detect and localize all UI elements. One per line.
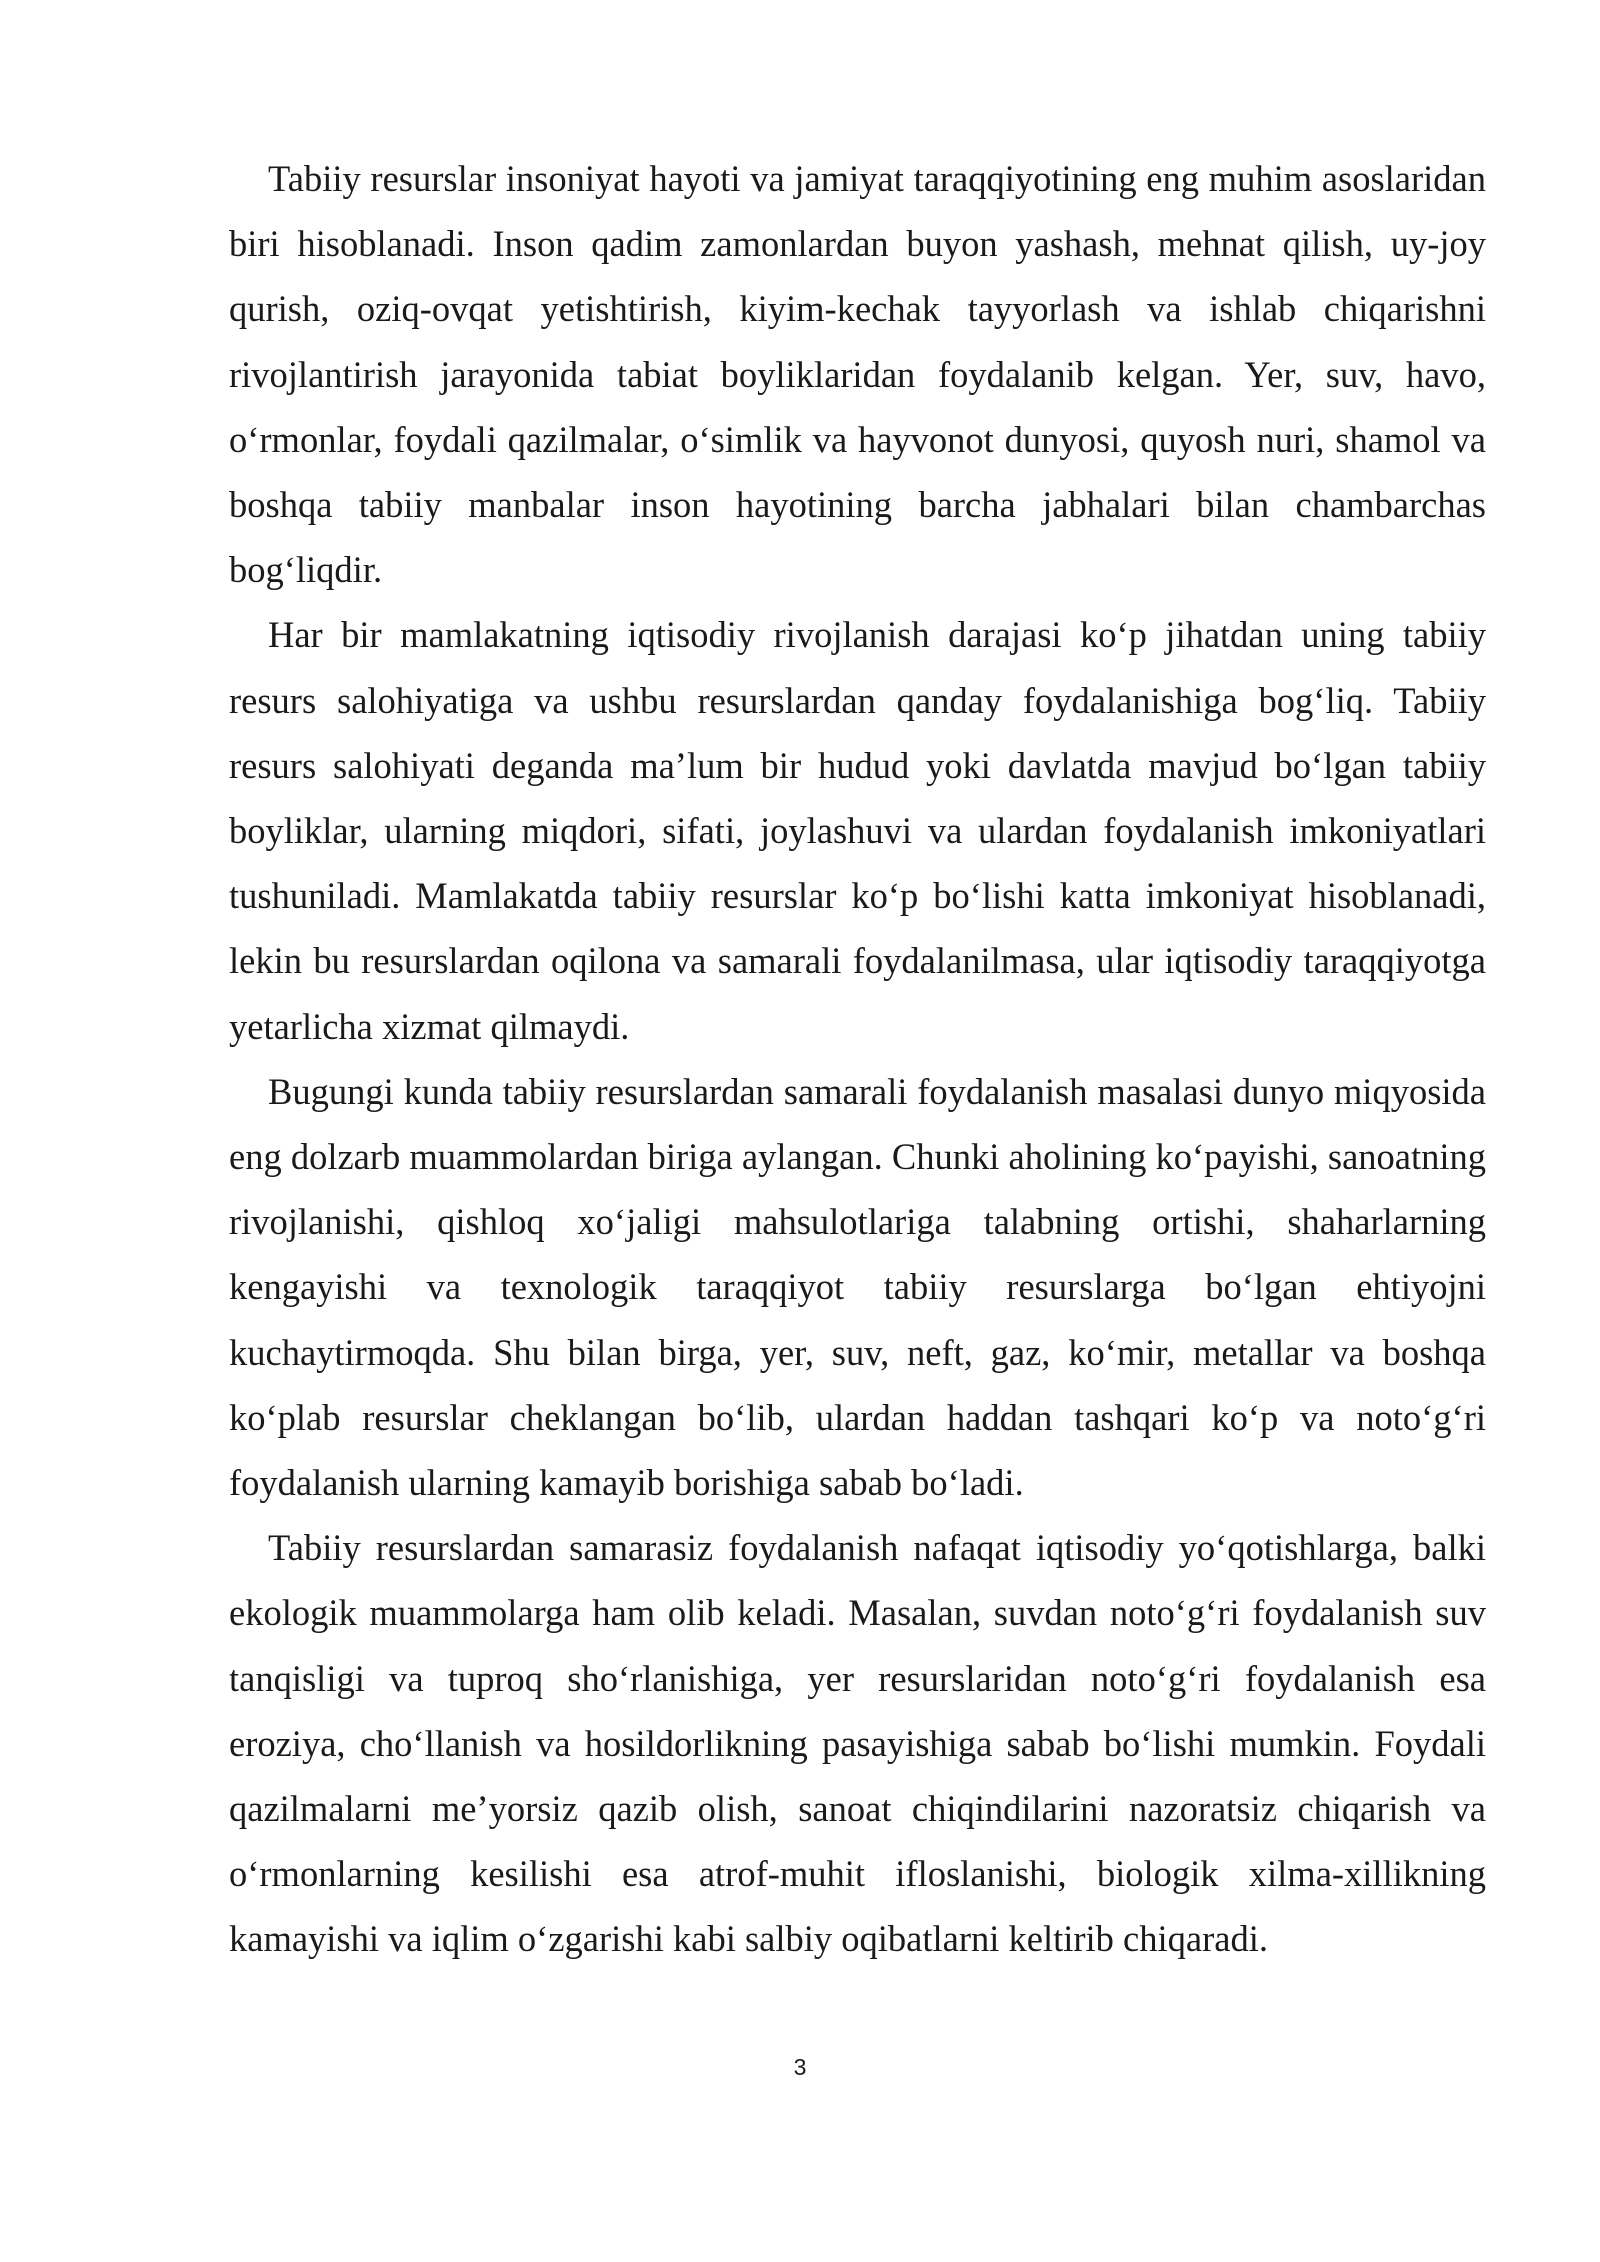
body-text (229, 146, 1486, 1972)
paragraph-4: Tabiiy resurslardan samarasiz foydalanish nafaqat iqtisodiy yo‘qotishlarga, balki ekologik muammolarga ham olib keladi. Masalan, suvdan noto‘g‘ri foydalanish suv tanqisligi va tuproq sho‘rlanishiga, yer resurslaridan noto‘g‘ri foydalanish esa eroziya, cho‘llanish va hosildorlikning pasayishiga sabab bo‘lishi mumkin. Foydali qazilmalarni me’yorsiz qazib olish, sanoat chiqindilarini nazoratsiz chiqarish va o‘rmonlarning kesilishi esa atrof-muhit ifloslanishi, biologik xilma-xillikning kamayishi va iqlim o‘zgarishi kabi salbiy oqibatlarni keltirib chiqaradi. (229, 1527, 1486, 1960)
paragraph-2: Har bir mamlakatning iqtisodiy rivojlanish darajasi ko‘p jihatdan uning tabiiy resurs salohiyatiga va ushbu resurslardan qanday foydalanishiga bog‘liq. Tabiiy resurs salohiyati deganda ma’lum bir hudud yoki davlatda mavjud bo‘lgan tabiiy boyliklar, ularning miqdori, sifati, joylashuvi va ulardan foydalanish imkoniyatlari tushuniladi. Mamlakatda tabiiy resurslar ko‘p bo‘lishi katta imkoniyat hisoblanadi, lekin bu resurslardan oqilona va samarali foydalanilmasa, ular iqtisodiy taraqqiyotga yetarlicha xizmat qilmaydi. (229, 614, 1486, 1047)
paragraph-3: Bugungi kunda tabiiy resurslardan samarali foydalanish masalasi dunyo miqyosida eng dolzarb muammolardan biriga aylangan. Chunki aholining ko‘payishi, sanoatning rivojlanishi, qishloq xo‘jaligi mahsulotlariga talabning ortishi, shaharlarning kengayishi va texnologik taraqqiyot tabiiy resurslarga bo‘lgan ehtiyojni kuchaytirmoqda. Shu bilan birga, yer, suv, neft, gaz, ko‘mir, metallar va boshqa ko‘plab resurslar cheklangan bo‘lib, ulardan haddan tashqari ko‘p va noto‘g‘ri foydalanish ularning kamayib borishiga sabab bo‘ladi. (229, 1070, 1486, 1504)
page-number: 3 (793, 2054, 807, 2080)
paragraph-1: Tabiiy resurslar insoniyat hayoti va jamiyat taraqqiyotining eng muhim asoslaridan biri hisoblanadi. Inson qadim zamonlardan buyon yashash, mehnat qilish, uy-joy qurish, oziq-ovqat yetishtirish, kiyim-kechak tayyorlash va ishlab chiqarishni rivojlantirish jarayonida tabiat boyliklaridan foydalanib kelgan. Yer, suv, havo, o‘rmonlar, foydali qazilmalar, o‘simlik va hayvonot dunyosi, quyosh nuri, shamol va boshqa tabiiy manbalar inson hayotining barcha jabhalari bilan chambarchas bog‘liqdir. (229, 158, 1486, 591)
